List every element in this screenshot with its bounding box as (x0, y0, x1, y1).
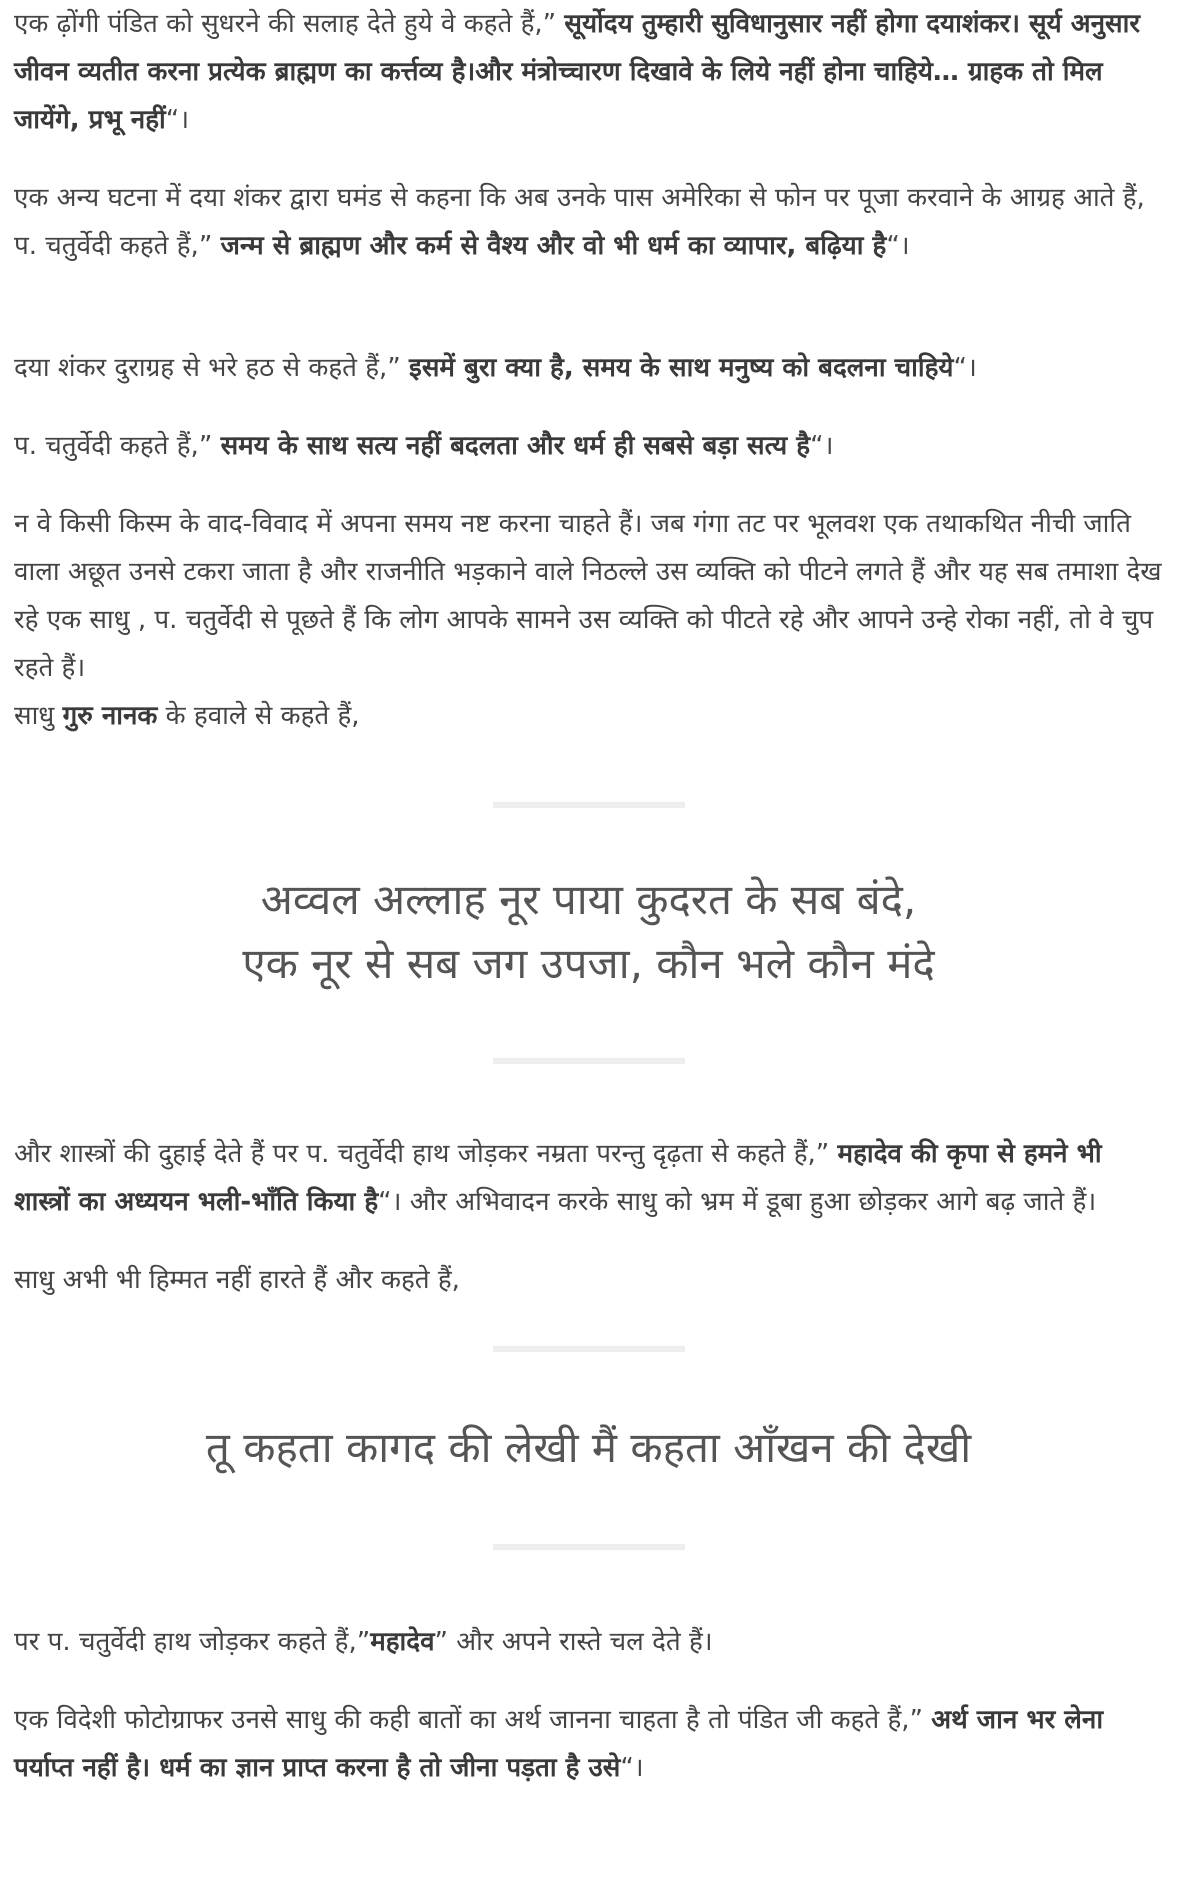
paragraph-7-text: साधु अभी भी हिम्मत नहीं हारते हैं और कहते हैं, (14, 1265, 460, 1295)
paragraph-1-end: “। (165, 105, 190, 135)
blockquote-1 (14, 740, 1163, 1130)
paragraph-2-end: “। (886, 231, 910, 261)
quote-1-line-2: एक नूर से सब जग उपजा, कौन भले कौन मंदे (242, 939, 935, 988)
quote-2 (14, 1416, 1163, 1480)
paragraph-4-end: “। (810, 431, 834, 461)
paragraph-2-intro: एक अन्य घटना में दया शंकर द्वारा घमंड से कहना कि अब उनके पास अमेरिका से फोन पर पूजा करवाने के आग्रह आते हैं, प. चतुर्वेदी कहते हैं,” (14, 183, 1145, 261)
paragraph-5-text: न वे किसी किस्म के वाद-विवाद में अपना समय नष्ट करना चाहते हैं। जब गंगा तट पर भूलवश एक तथाकथित नीची जाति वाला अछूत उनसे टकरा जाता है और राजनीति भड़काने वाले निठल्ले उस व्यक्ति को पीटने लगते हैं और यह सब तमाशा देख रहे एक साधु , प. चतुर्वेदी से पूछते हैं कि लोग आपके सामने उस व्यक्ति को पीटते रहे और आपने उन्हे रोका नहीं, तो वे चुप रहते हैं। (14, 509, 1162, 683)
paragraph-9 (14, 1696, 1163, 1792)
paragraph-4-quote: समय के साथ सत्य नहीं बदलता और धर्म ही सबसे बड़ा सत्य है (220, 431, 811, 461)
paragraph-5-line2-post: के हवाले से कहते हैं, (157, 701, 360, 731)
paragraph-9-end: “। (620, 1753, 644, 1783)
paragraph-1-intro: एक ढ़ोंगी पंडित को सुधरने की सलाह देते हुये वे कहते हैं,” (14, 9, 565, 39)
paragraph-5-line2-pre: साधु (14, 701, 63, 731)
paragraph-spacer (14, 300, 1163, 344)
quote-divider-bottom (493, 1058, 685, 1064)
paragraph-6-quote: महादेव की कृपा से हमने भी शास्त्रों का अध्ययन भली-भाँति किया है (14, 1139, 1102, 1217)
paragraph-8-intro: पर प. चतुर्वेदी हाथ जोड़कर कहते हैं,” (14, 1627, 371, 1657)
paragraph-4-intro: प. चतुर्वेदी कहते हैं,” (14, 431, 221, 461)
quote-1-line-1: अव्वल अल्लाह नूर पाया कुदरत के सब बंदे, (260, 875, 917, 924)
quote-divider-bottom (493, 1544, 685, 1550)
paragraph-2-quote: जन्म से ब्राह्मण और कर्म से वैश्य और वो भी धर्म का व्यापार, बढ़िया है (220, 231, 887, 261)
paragraph-3-quote: इसमें बुरा क्या है, समय के साथ मनुष्य को बदलना चाहिये (409, 353, 954, 383)
guru-nanak-name: गुरु नानक (62, 701, 158, 731)
paragraph-9-intro: एक विदेशी फोटोग्राफर उनसे साधु की कही बातों का अर्थ जानना चाहता है तो पंडित जी कहते हैं,” (14, 1705, 932, 1735)
paragraph-6-end: “। और अभिवादन करके साधु को भ्रम में डूबा हुआ छोड़कर आगे बढ़ जाते हैं। (378, 1187, 1097, 1217)
paragraph-4 (14, 422, 1163, 470)
paragraph-8 (14, 1618, 1163, 1666)
paragraph-7 (14, 1256, 1163, 1304)
blockquote-2 (14, 1304, 1163, 1618)
quote-1 (14, 868, 1163, 996)
paragraph-6-intro: और शास्त्रों की दुहाई देते हैं पर प. चतुर्वेदी हाथ जोड़कर नम्रता परन्तु दृढ़ता से कहते हैं,” (14, 1139, 838, 1169)
paragraph-3-end: “। (953, 353, 977, 383)
paragraph-8-quote: महादेव (370, 1627, 435, 1657)
paragraph-3 (14, 344, 1163, 392)
quote-2-line-1: तू कहता कागद की लेखी मैं कहता आँखन की देखी (205, 1423, 972, 1472)
paragraph-9-quote: अर्थ जान भर लेना पर्याप्त नहीं है। धर्म का ज्ञान प्राप्त करना है तो जीना पड़ता है उसे (14, 1705, 1104, 1783)
paragraph-8-end: ” और अपने रास्ते चल देते हैं। (434, 1627, 713, 1657)
paragraph-1-quote: सूर्योदय तुम्हारी सुविधानुसार नहीं होगा दयाशंकर। सूर्य अनुसार जीवन व्यतीत करना प्रत्येक ब्राह्मण का कर्त्तव्य है।और मंत्रोच्चारण दिखावे के लिये नहीं होना चाहिये… ग्राहक तो मिल जायेंगे, प्रभू नहीं (14, 9, 1141, 135)
paragraph-1 (14, 0, 1163, 144)
paragraph-5 (14, 500, 1163, 740)
paragraph-3-intro: दया शंकर दुराग्रह से भरे हठ से कहते हैं,” (14, 353, 410, 383)
paragraph-6 (14, 1130, 1163, 1226)
paragraph-2 (14, 174, 1163, 270)
